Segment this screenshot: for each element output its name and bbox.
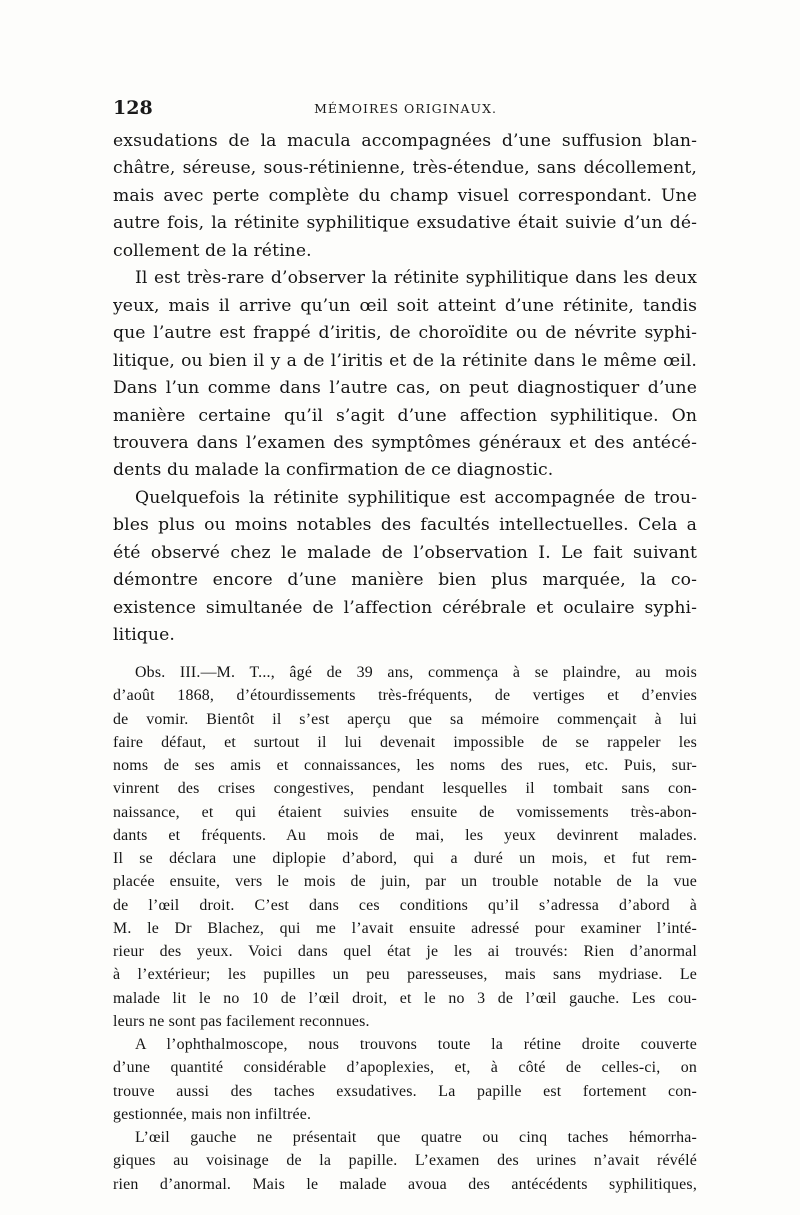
text-line: que l’autre est frappé d’iritis, de choroïdite ou de névrite syphi- [113, 323, 697, 344]
text-line: M. le Dr Blachez, qui me l’avait ensuite adressé pour examiner l’inté- [113, 919, 697, 937]
main-text [113, 128, 697, 650]
text-line: naissance, et qui étaient suivies ensuite de vomissements très-abon- [113, 803, 697, 821]
text-line: gestionnée, mais non infiltrée. [113, 1105, 312, 1123]
text-line: Obs. III.—M. T..., âgé de 39 ans, commença à se plaindre, au mois [135, 664, 697, 681]
text-line: châtre, séreuse, sous-rétinienne, très-étendue, sans décollement, [113, 158, 697, 179]
text-line: trouve aussi des taches exsudatives. La papille est fortement con- [113, 1082, 697, 1100]
text-line: existence simultanée de l’affection cérébrale et oculaire syphi- [113, 597, 697, 618]
text-line: mais avec perte complète du champ visuel correspondant. Une [113, 185, 697, 206]
text-line: démontre encore d’une manière bien plus marquée, la co- [113, 570, 697, 591]
text-line: de vomir. Bientôt il s’est aperçu que sa mémoire commençait à lui [113, 710, 697, 728]
text-line: Quelquefois la rétinite syphilitique est accompagnée de trou- [135, 487, 697, 508]
text-line: yeux, mais il arrive qu’un œil soit atteint d’une rétinite, tandis [113, 295, 697, 316]
page-number: 128 [113, 97, 153, 119]
text-line: leurs ne sont pas facilement reconnues. [113, 1012, 370, 1030]
text-line: d’une quantité considérable d’apoplexies, et, à côté de celles-ci, on [113, 1059, 697, 1077]
text-line: giques au voisinage de la papille. L’examen des urines n’avait révélé [113, 1152, 697, 1170]
text-line: autre fois, la rétinite syphilitique exsudative était suivie d’un dé- [113, 213, 697, 234]
text-line: manière certaine qu’il s’agit d’une affection syphilitique. On [113, 405, 697, 426]
text-line: rien d’anormal. Mais le malade avoua des antécédents syphilitiques, [113, 1175, 697, 1193]
text-line: placée ensuite, vers le mois de juin, par un trouble notable de la vue [113, 873, 697, 891]
page-header [113, 97, 698, 121]
text-line: A l’ophthalmoscope, nous trouvons toute la rétine droite couverte [135, 1036, 697, 1053]
text-line: vinrent des crises congestives, pendant lesquelles il tombait sans con- [113, 780, 697, 798]
text-line: de l’œil droit. C’est dans ces conditions qu’il s’adressa d’abord à [113, 896, 697, 914]
text-line: à l’extérieur; les pupilles un peu paresseuses, mais sans mydriase. Le [113, 966, 697, 984]
running-head: MÉMOIRES ORIGINAUX. [314, 101, 497, 116]
text-line: Il est très-rare d’observer la rétinite syphilitique dans les deux [135, 268, 697, 289]
text-line: noms de ses amis et connaissances, les noms des rues, etc. Puis, sur- [113, 757, 697, 774]
text-line: rieur des yeux. Voici dans quel état je les ai trouvés: Rien d’anormal [113, 943, 697, 960]
text-line: Il se déclara une diplopie d’abord, qui a duré un mois, et fut rem- [113, 850, 697, 867]
text-line: faire défaut, et surtout il lui devenait impossible de se rappeler les [113, 733, 697, 751]
text-line: malade lit le no 10 de l’œil droit, et le no 3 de l’œil gauche. Les cou- [113, 989, 697, 1007]
text-line: d’août 1868, d’étourdissements très-fréquents, de vertiges et d’envies [113, 687, 697, 705]
text-line: L’œil gauche ne présentait que quatre ou cinq taches hémorrha- [135, 1129, 697, 1146]
text-line: été observé chez le malade de l’observation I. Le fait suivant [113, 542, 697, 563]
text-line: dants et fréquents. Au mois de mai, les yeux devinrent malades. [113, 826, 697, 844]
text-line: bles plus ou moins notables des facultés intellectuelles. Cela a [113, 515, 697, 536]
observation-text [113, 661, 697, 1196]
text-line: litique. [113, 625, 175, 646]
text-line: exsudations de la macula accompagnées d’une suffusion blan- [113, 131, 697, 151]
text-line: dents du malade la confirmation de ce diagnostic. [113, 460, 554, 481]
text-line: Dans l’un comme dans l’autre cas, on peut diagnostiquer d’une [113, 378, 697, 399]
text-line: trouvera dans l’examen des symptômes généraux et des antécé- [113, 432, 697, 453]
text-line: collement de la rétine. [113, 240, 312, 261]
text-line: litique, ou bien il y a de l’iritis et de la rétinite dans le même œil. [113, 350, 697, 371]
